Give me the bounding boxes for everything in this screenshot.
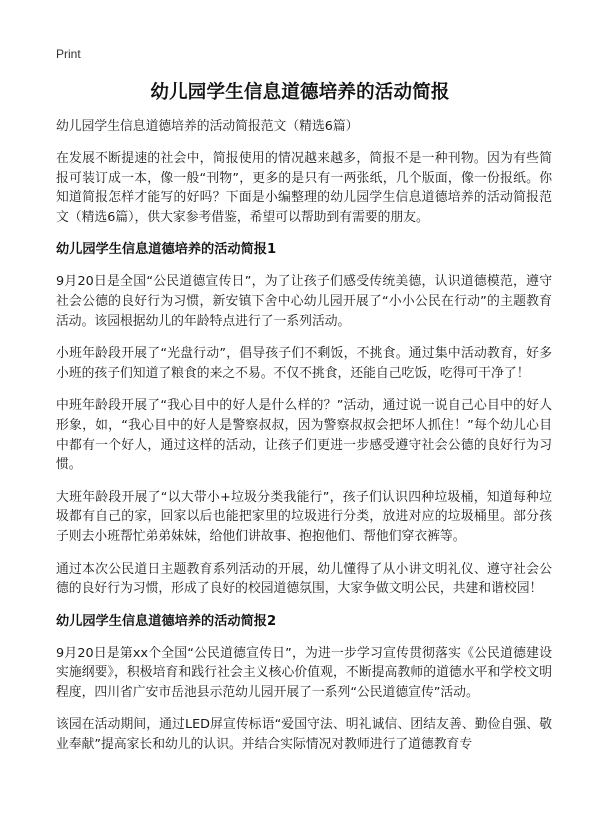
section-heading-2: 幼儿园学生信息道德培养的活动简报2 (56, 613, 277, 629)
document-title: 幼儿园学生信息道德培养的活动简报 (150, 82, 450, 103)
section1-paragraph-3: 中班年龄段开展了“我心目中的好人是什么样的？”活动，通过说一说自己心目中的好人形象，如，“我心目中的好人是警察叔叔，因为警察叔叔会把坏人抓住！”每个幼儿心目中都有一个好人，通过这样的活动，让孩子们更进一步感受遵守社会公德的良好行为习惯。 (56, 398, 552, 473)
print-link[interactable]: Print (56, 47, 81, 61)
section-heading-1: 幼儿园学生信息道德培养的活动简报1 (56, 242, 277, 258)
section2-paragraph-2: 该园在活动期间，通过LED屏宣传标语“爱国守法、明礼诚信、团结友善、勤俭自强、敬业奉献”提高家长和幼儿的认识。并结合实际情况对教师进行了道德教育专 (56, 717, 552, 753)
section1-paragraph-5: 通过本次公民道日主题教育系列活动的开展，幼儿懂得了从小讲文明礼仪、遵守社会公德的良好行为习惯，形成了良好的校园道德氛围，大家争做文明公民，共建和谐校园！ (56, 561, 552, 597)
intro-paragraph: 在发展不断提速的社会中，简报使用的情况越来越多，简报不是一种刊物。因为有些简报可装订成一本，像一般“刊物”，更多的是只有一两张纸，几个版面，像一份报纸。你知道简报怎样才能写的好吗？下面是小编整理的幼儿园学生信息道德培养的活动简报范文（精选6篇），供大家参考借鉴，希望可以帮助到有需要的朋友。 (56, 151, 552, 225)
document-subtitle: 幼儿园学生信息道德培养的活动简报范文（精选6篇） (56, 119, 359, 134)
section2-paragraph-1: 9月20日是第xx个全国“公民道德宣传日”，为进一步学习宣传贯彻落实《公民道德建设实施纲要》，积极培育和践行社会主义核心价值观，不断提高教师的道德水平和学校文明程度，四川省广安市岳池县示范幼儿园开展了一系列“公民道德宣传”活动。 (56, 645, 552, 700)
section1-paragraph-2: 小班年龄段开展了“光盘行动”，倡导孩子们不剩饭，不挑食。通过集中活动教育，好多小班的孩子们知道了粮食的来之不易。不仅不挑食，还能自己吃饭，吃得可干净了！ (56, 346, 552, 381)
document-body (56, 117, 552, 768)
section1-paragraph-1: 9月20日是全国“公民道德宣传日”，为了让孩子们感受传统美德，认识道德模范，遵守社会公德的良好行为习惯，新安镇下舍中心幼儿园开展了“小小公民在行动”的主题教育活动。该园根据幼儿的年龄特点进行了一系列活动。 (56, 274, 552, 329)
section1-paragraph-4: 大班年龄段开展了“以大带小+垃圾分类我能行”，孩子们认识四种垃圾桶，知道每种垃圾都有自己的家，回家以后也能把家里的垃圾进行分类，放进对应的垃圾桶里。部分孩子则去小班帮忙弟弟妹妹，给他们讲故事、抱抱他们、帮他们穿衣裤等。 (56, 489, 552, 544)
